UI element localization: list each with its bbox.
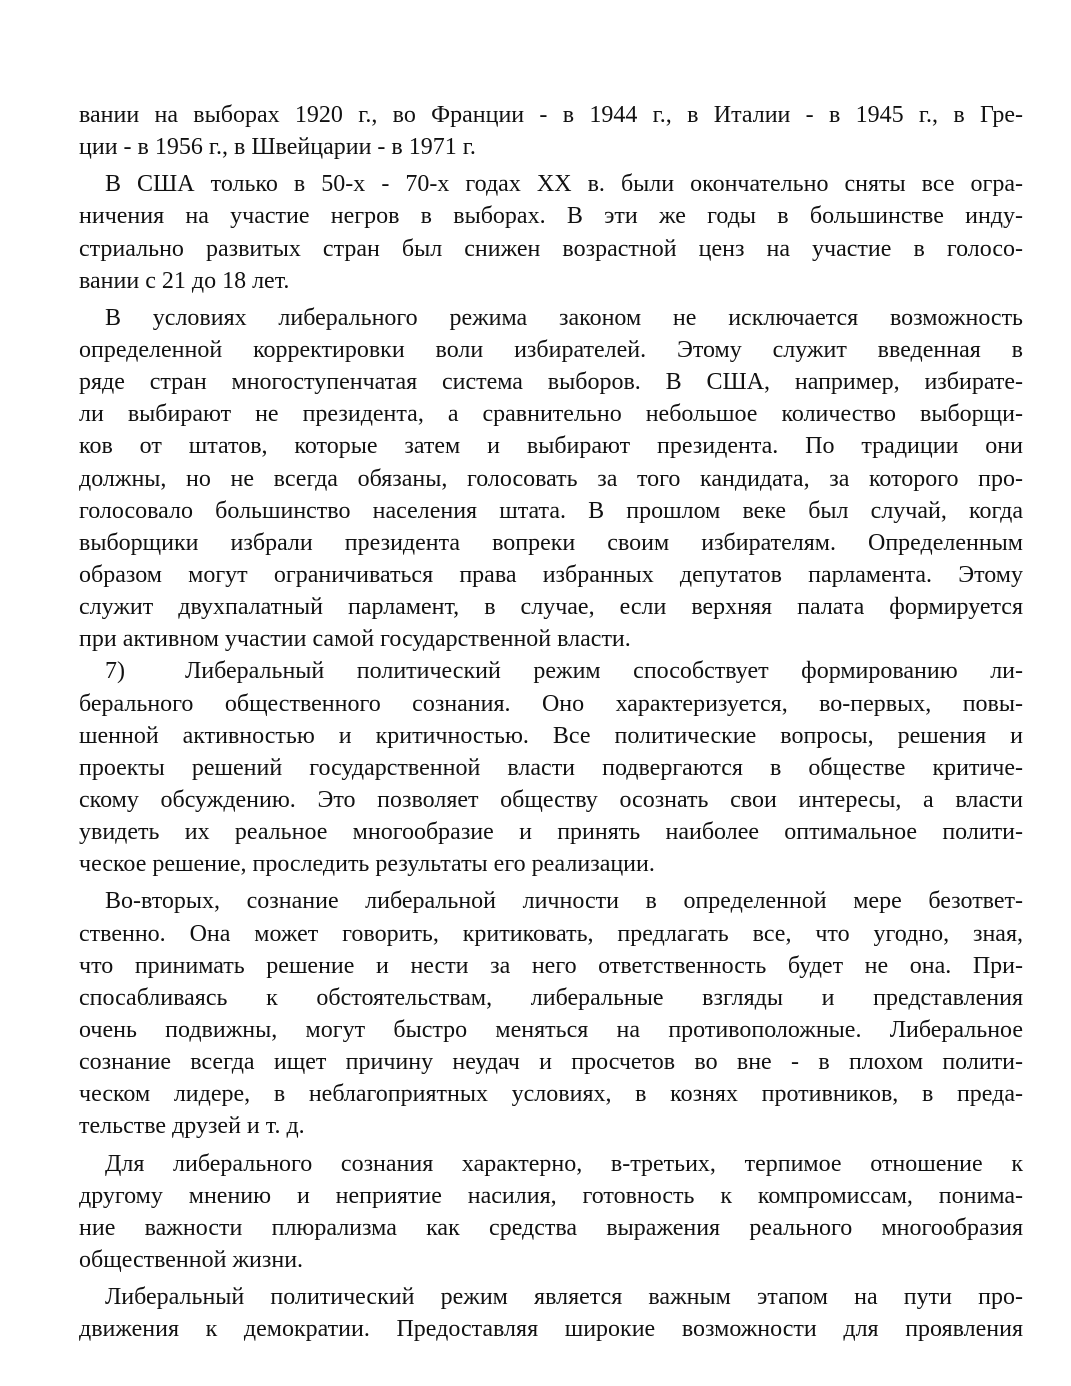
text-line: В США только в 50-х - 70-х годах XX в. были окончательно сняты все огра- xyxy=(105,171,1023,198)
text-line: определенной корректировки воли избирателей. Этому служит введенная в xyxy=(79,336,1023,363)
text-line: спосабливаясь к обстоятельствам, либеральные взгляды и представления xyxy=(79,984,1023,1011)
text-line: должны, но не всегда обязаны, голосовать за того кандидата, за которого про- xyxy=(79,465,1023,492)
text-line: ческое решение, проследить результаты его реализации. xyxy=(79,851,655,878)
document-page xyxy=(79,99,1023,1345)
text-line: скому обсуждению. Это позволяет обществу осознать свои интересы, а власти xyxy=(79,786,1023,813)
text-line: вании с 21 до 18 лет. xyxy=(79,267,290,294)
text-line: проекты решений государственной власти подвергаются в обществе критиче- xyxy=(79,754,1023,781)
text-line: тельстве друзей и т. д. xyxy=(79,1113,305,1140)
text-line: вании на выборах 1920 г., во Франции - в 1944 г., в Италии - в 1945 г., в Гре- xyxy=(79,102,1023,128)
text-line: движения к демократии. Предоставляя широкие возможности для проявления xyxy=(79,1316,1023,1343)
text-line: служит двухпалатный парламент, в случае, если верхняя палата формируется xyxy=(79,594,1023,621)
text-line: В условиях либерального режима законом не исключается возможность xyxy=(105,304,1023,331)
text-line: ции - в 1956 г., в Швейцарии - в 1971 г. xyxy=(79,134,476,161)
text-line: общественной жизни. xyxy=(79,1246,304,1273)
text-line: берального общественного сознания. Оно характеризуется, во-первых, повы- xyxy=(79,690,1023,717)
text-line: шенной активностью и критичностью. Все политические вопросы, решения и xyxy=(79,722,1023,749)
text-line: что принимать решение и нести за него ответственность будет не она. При- xyxy=(79,952,1023,979)
text-line: ческом лидере, в неблагоприятных условиях, в кознях противников, в преда- xyxy=(79,1081,1023,1108)
text-line: выборщики избрали президента вопреки своим избирателям. Определенным xyxy=(79,529,1023,556)
text-line: ничения на участие негров в выборах. В эти же годы в большинстве инду- xyxy=(79,203,1023,230)
text-line: стриально развитых стран был снижен возрастной ценз на участие в голосо- xyxy=(79,235,1023,262)
numbered-text-line xyxy=(79,655,1023,687)
text-line: увидеть их реальное многообразие и принять наиболее оптимальное полити- xyxy=(79,819,1023,846)
text-line: ственно. Она может говорить, критиковать, предлагать все, что угодно, зная, xyxy=(79,920,1023,947)
text-line: голосовало большинство населения штата. В прошлом веке был случай, когда xyxy=(79,497,1023,524)
text-line: другому мнению и неприятие насилия, готовность к компромиссам, понима- xyxy=(79,1182,1023,1209)
text-line: образом могут ограничиваться права избранных депутатов парламента. Этому xyxy=(79,561,1023,588)
text-line: Во-вторых, сознание либеральной личности в определенной мере безответ- xyxy=(105,888,1023,915)
text-line: Либеральный политический режим способствует формированию ли- xyxy=(185,658,1023,685)
list-marker: 7) xyxy=(105,658,125,685)
text-line: ряде стран многоступенчатая система выборов. В США, например, избирате- xyxy=(79,369,1023,396)
text-line: ков от штатов, которые затем и выбирают президента. По традиции они xyxy=(79,433,1023,460)
text-line: ние важности плюрализма как средства выражения реального многообразия xyxy=(79,1214,1023,1241)
text-line: Либеральный политический режим является важным этапом на пути про- xyxy=(105,1284,1023,1311)
text-line: очень подвижны, могут быстро меняться на противоположные. Либеральное xyxy=(79,1016,1023,1043)
text-line: сознание всегда ищет причину неудач и просчетов во вне - в плохом полити- xyxy=(79,1049,1023,1076)
text-line: Для либерального сознания характерно, в-третьих, терпимое отношение к xyxy=(105,1150,1023,1177)
text-line: при активном участии самой государственной власти. xyxy=(79,626,631,653)
text-line: ли выбирают не президента, а сравнительно небольшое количество выборщи- xyxy=(79,401,1023,428)
